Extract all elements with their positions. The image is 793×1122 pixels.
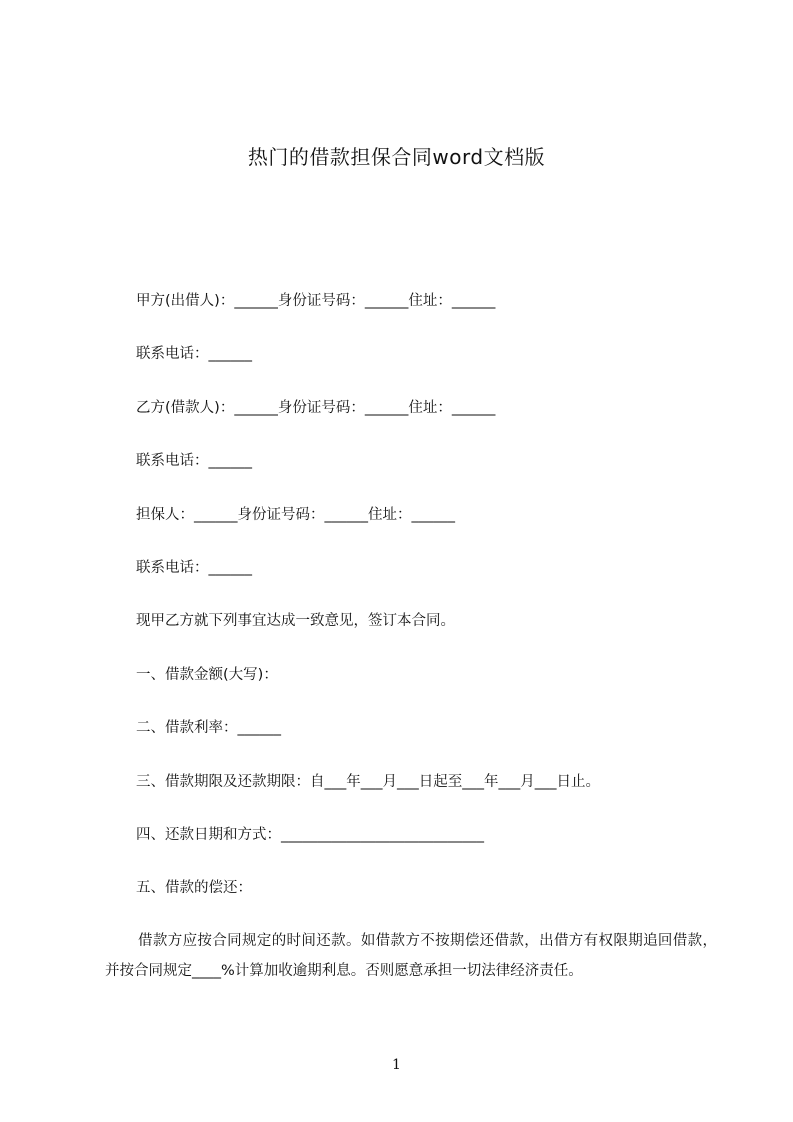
clause-loan-term: 三、借款期限及还款期限：自___年___月___日起至___年___月___日止。 (136, 774, 600, 790)
guarantor-phone-line: 联系电话：______ (136, 560, 252, 576)
repayment-paragraph: 借款方应按合同规定的时间还款。如借款方不按期偿还借款，出借方有权限期追回借款，并按合同规定____%计算加收逾期利息。否则愿意承担一切法律经济责任。 (105, 933, 717, 979)
borrower-phone-line: 联系电话：______ (136, 453, 252, 469)
agreement-intro-line: 现甲乙方就下列事宜达成一致意见，签订本合同。 (136, 613, 455, 629)
lender-info-line: 甲方(出借人)：______身份证号码：______住址：______ (136, 293, 496, 309)
borrower-info-line: 乙方(借款人)：______身份证号码：______住址：______ (136, 400, 496, 416)
clause-repayment-date: 四、还款日期和方式：____________________________ (136, 827, 484, 843)
clause-interest-rate: 二、借款利率：______ (136, 720, 281, 736)
clause-repayment-heading: 五、借款的偿还： (136, 880, 252, 896)
guarantor-info-line: 担保人：______身份证号码：______住址：______ (136, 507, 455, 523)
clause-loan-amount: 一、借款金额(大写)： (136, 667, 278, 683)
page-number: 1 (392, 1057, 401, 1073)
document-title: 热门的借款担保合同word文档版 (247, 145, 546, 169)
lender-phone-line: 联系电话：______ (136, 346, 252, 362)
